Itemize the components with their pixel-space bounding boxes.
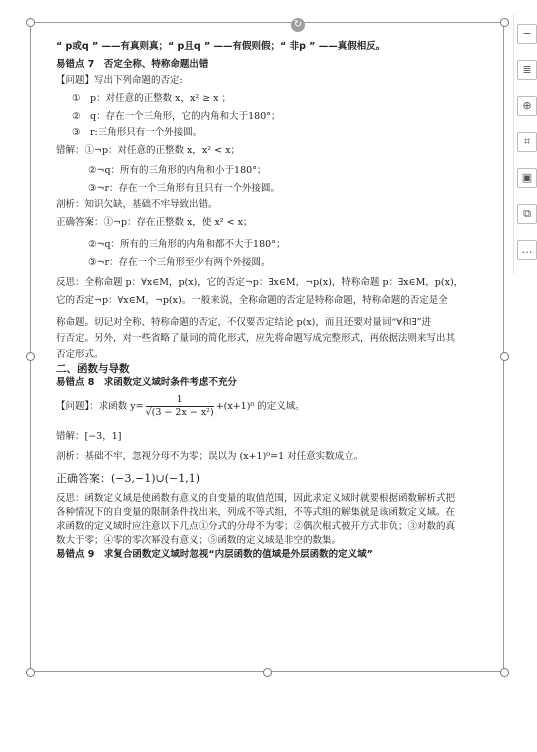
floating-toolbar bbox=[513, 14, 537, 274]
wrong-solution: 错解：[−3，1] bbox=[56, 431, 122, 442]
document-line: 剖析：知识欠缺，基础不牢导致出错。 bbox=[56, 199, 218, 210]
document-line: 【问题】写出下列命题的否定: bbox=[56, 75, 183, 86]
resize-handle-bottom-right[interactable] bbox=[500, 668, 509, 677]
error-point-8-heading: 易错点 8 求函数定义域时条件考虑不充分 bbox=[56, 377, 237, 388]
crop-icon[interactable]: ⌗ bbox=[517, 132, 537, 152]
reflection bbox=[56, 492, 486, 548]
resize-handle-left[interactable] bbox=[26, 352, 35, 361]
document-line: ① p：对任意的正整数 x，x² ≥ x ； bbox=[72, 93, 232, 104]
resize-handle-top-left[interactable] bbox=[26, 18, 35, 27]
document-page bbox=[56, 38, 486, 562]
question-suffix: +(x+1)⁰ 的定义域。 bbox=[215, 401, 305, 412]
text-wrap-icon[interactable]: ≣ bbox=[517, 60, 537, 80]
document-line: 行否定。另外，对一些省略了量词的简化形式，应先将命题写成完整形式，再依据法则来写出其 bbox=[56, 333, 456, 344]
resize-handle-bottom-left[interactable] bbox=[26, 668, 35, 677]
document-line: ③¬r：存在一个三角形有且只有一个外接圆。 bbox=[88, 183, 281, 194]
document-line: 正确答案：①¬p：存在正整数 x，使 x² < x； bbox=[56, 217, 253, 228]
image-icon[interactable]: ▣ bbox=[517, 168, 537, 188]
error-point-9-heading: 易错点 9 求复合函数定义域时忽视“内层函数的值域是外层函数的定义域” bbox=[56, 549, 373, 560]
document-line: 反思：全称命题 p：∀x∈M，p(x)，它的否定¬p：∃x∈M，¬p(x)，特称命题 p：∃x∈M，p(x)， bbox=[56, 277, 464, 288]
collapse-icon[interactable]: − bbox=[517, 24, 537, 44]
more-icon[interactable]: … bbox=[517, 240, 537, 260]
document-line: 否定形式。 bbox=[56, 349, 104, 360]
translate-icon[interactable]: ⧉ bbox=[517, 204, 537, 224]
question-prefix: 【问题】：求函数 y= bbox=[56, 401, 144, 412]
section-heading: 二、函数与导数 bbox=[56, 363, 130, 375]
resize-handle-top-right[interactable] bbox=[500, 18, 509, 27]
zoom-icon[interactable]: ⊕ bbox=[517, 96, 537, 116]
analysis: 剖析：基础不牢，忽视分母不为零；误以为 (x+1)⁰=1 对任意实数成立。 bbox=[56, 451, 364, 462]
document-line: ②¬q：所有的三角形的内角和都不大于180°； bbox=[88, 239, 286, 250]
document-line: 错解：①¬p：对任意的正整数 x，x² < x； bbox=[56, 145, 240, 156]
reflection-line: 各种情况下的自变量的限制条件找出来，列成不等式组，不等式组的解集就是该函数定义域。在 bbox=[56, 507, 456, 518]
fraction-numerator: 1 bbox=[146, 394, 214, 407]
question-line bbox=[56, 390, 486, 424]
reflection-line: 求函数的定义域时应注意以下几点①分式的分母不为零；②偶次根式被开方式非负；③对数的真 bbox=[56, 521, 456, 532]
document-line: “ p或q ” ——有真则真；“ p且q ” ——有假则假；“ 非p ” ——真假相反。 bbox=[56, 41, 386, 52]
rotate-handle-icon[interactable]: ↻ bbox=[291, 18, 305, 32]
document-line: 称命题。切记对全称、特称命题的否定，不仅要否定结论 p(x)，而且还要对量词“∀和∃”进 bbox=[56, 317, 431, 328]
reflection-line: 数大于零；④零的零次幂没有意义；⑤函数的定义域是非空的数集。 bbox=[56, 535, 342, 546]
document-line: ②¬q：所有的三角形的内角和小于180°； bbox=[88, 165, 267, 176]
fraction bbox=[146, 394, 214, 419]
resize-handle-right[interactable] bbox=[500, 352, 509, 361]
document-line: ③¬r：存在一个三角形至少有两个外接圆。 bbox=[88, 257, 271, 268]
document-line: ③ r:三角形只有一个外接圆。 bbox=[72, 127, 203, 138]
correct-answer: 正确答案：(−3,−1)∪(−1,1) bbox=[56, 472, 201, 485]
document-line: ② q：存在一个三角形，它的内角和大于180°； bbox=[72, 111, 281, 122]
document-lines bbox=[56, 40, 486, 362]
fraction-denominator: √(3 − 2x − x²) bbox=[145, 407, 214, 418]
document-line: 它的否定¬p：∀x∈M，¬p(x)。一般来说，全称命题的否定是特称命题，特称命题的否定是全 bbox=[56, 295, 448, 306]
document-line: 易错点 7 否定全称、特称命题出错 bbox=[56, 59, 209, 70]
resize-handle-bottom[interactable] bbox=[263, 668, 272, 677]
reflection-line: 反思：函数定义域是使函数有意义的自变量的取值范围，因此求定义域时就要根据函数解析式把 bbox=[56, 493, 456, 504]
